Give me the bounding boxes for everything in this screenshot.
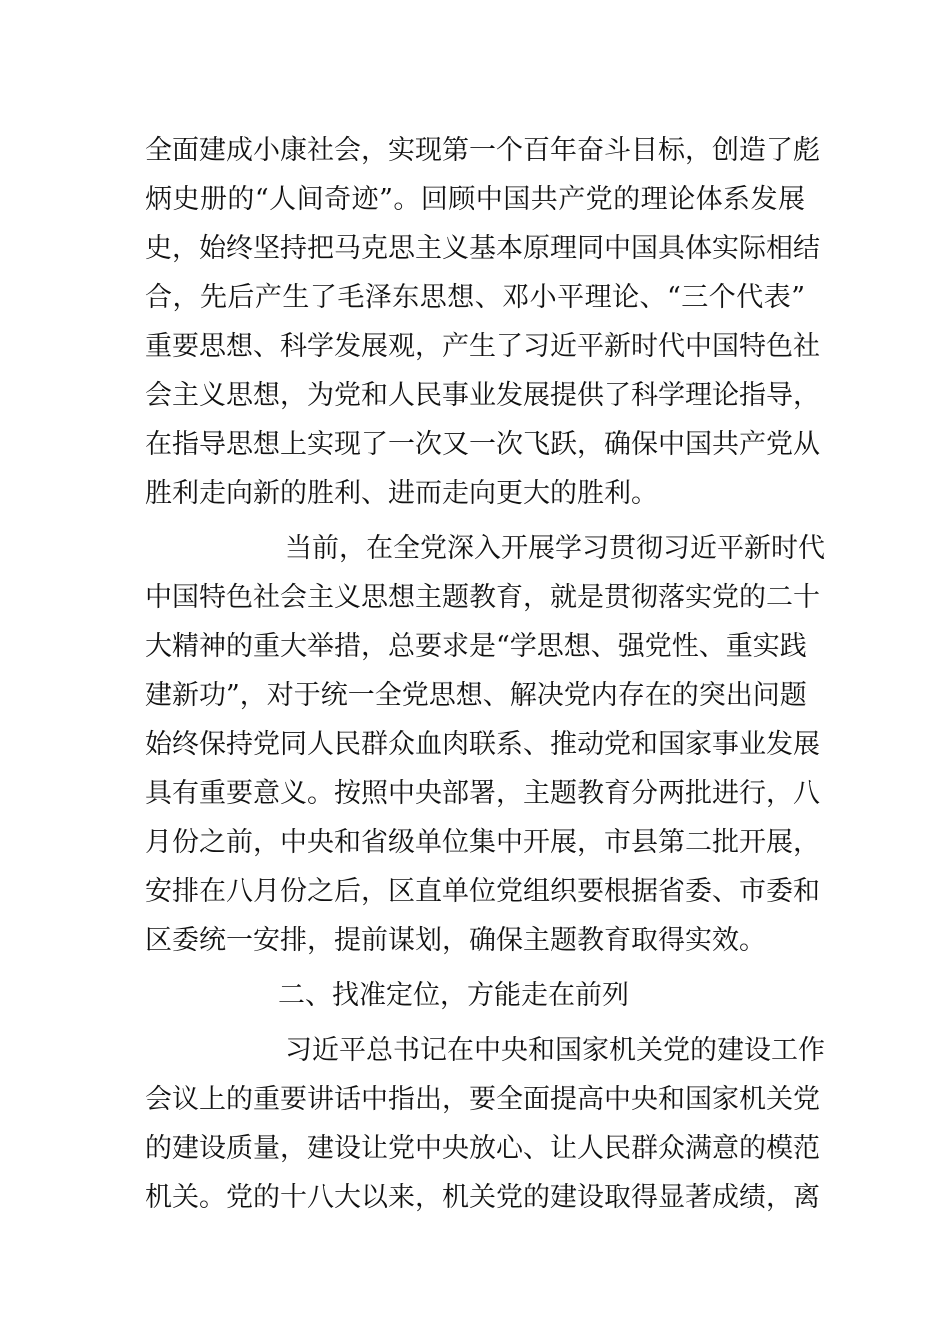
body-text-line: 合，先后产生了毛泽东思想、邓小平理论、“三个代表” xyxy=(145,282,805,313)
paragraph-first-line: 当前，在全党深入开展学习贯彻习近平新时代 xyxy=(285,533,825,564)
body-text-line: 在指导思想上实现了一次又一次飞跃，确保中国共产党从 xyxy=(145,429,820,460)
body-text-line: 重要思想、科学发展观，产生了习近平新时代中国特色社 xyxy=(145,331,820,362)
body-text-line: 大精神的重大举措，总要求是“学思想、强党性、重实践 xyxy=(145,631,807,662)
section-heading: 二、找准定位，方能走在前列 xyxy=(278,980,629,1011)
body-text-line: 全面建成小康社会，实现第一个百年奋斗目标，创造了彪 xyxy=(145,135,820,166)
body-text-line: 史，始终坚持把马克思主义基本原理同中国具体实际相结 xyxy=(145,233,820,264)
body-text-line: 中国特色社会主义思想主题教育，就是贯彻落实党的二十 xyxy=(145,582,820,613)
body-text-line: 会议上的重要讲话中指出，要全面提高中央和国家机关党 xyxy=(145,1084,820,1115)
body-text-line: 建新功”，对于统一全党思想、解决党内存在的突出问题 xyxy=(145,680,807,711)
body-text-line: 安排在八月份之后，区直单位党组织要根据省委、市委和 xyxy=(145,876,820,907)
body-text-line: 胜利走向新的胜利、进而走向更大的胜利。 xyxy=(145,478,658,509)
body-text-line: 会主义思想，为党和人民事业发展提供了科学理论指导， xyxy=(145,380,820,411)
body-text-line: 始终保持党同人民群众血肉联系、推动党和国家事业发展 xyxy=(145,729,820,760)
body-text-line: 具有重要意义。按照中央部署，主题教育分两批进行，八 xyxy=(145,778,820,809)
body-text-line: 区委统一安排，提前谋划，确保主题教育取得实效。 xyxy=(145,925,766,956)
body-text-line: 炳史册的“人间奇迹”。回顾中国共产党的理论体系发展 xyxy=(145,184,805,215)
body-text-line: 机关。党的十八大以来，机关党的建设取得显著成绩，离 xyxy=(145,1182,820,1213)
body-text-line: 的建设质量，建设让党中央放心、让人民群众满意的模范 xyxy=(145,1133,820,1164)
body-text-line: 月份之前，中央和省级单位集中开展，市县第二批开展， xyxy=(145,827,820,858)
paragraph-first-line: 习近平总书记在中央和国家机关党的建设工作 xyxy=(285,1035,825,1066)
